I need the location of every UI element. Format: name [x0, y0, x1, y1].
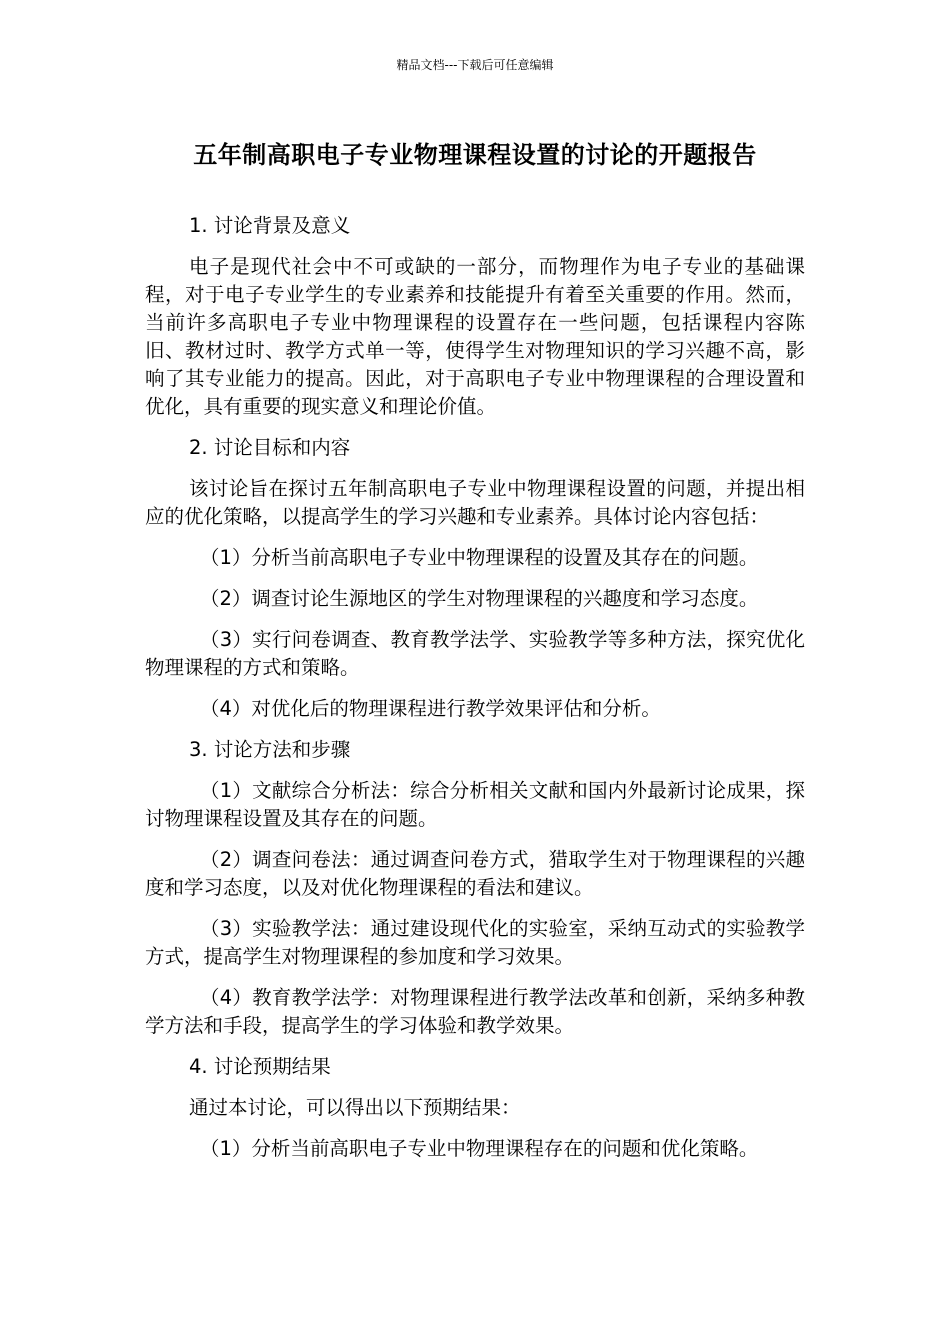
list-item: （1）文献综合分析法：综合分析相关文献和国内外最新讨论成果，探讨物理课程设置及其存在的问题。 [145, 779, 805, 830]
paragraph: 该讨论旨在探讨五年制高职电子专业中物理课程设置的问题，并提出相应的优化策略，以提高学生的学习兴趣和专业素养。具体讨论内容包括： [145, 477, 805, 528]
section-heading: 3. 讨论方法和步骤 [189, 738, 351, 761]
document-body [145, 212, 805, 1176]
list-item: （4）对优化后的物理课程进行教学效果评估和分析。 [200, 697, 661, 720]
list-item: （1）分析当前高职电子专业中物理课程存在的问题和优化策略。 [200, 1137, 759, 1160]
list-item: （2）调查问卷法：通过调查问卷方式，猎取学生对于物理课程的兴趣度和学习态度，以及对优化物理课程的看法和建议。 [145, 848, 805, 899]
list-item: （3）实验教学法：通过建设现代化的实验室，采纳互动式的实验教学方式，提高学生对物理课程的参加度和学习效果。 [145, 917, 805, 968]
list-item: （2）调查讨论生源地区的学生对物理课程的兴趣度和学习态度。 [200, 587, 759, 610]
paragraph: 通过本讨论，可以得出以下预期结果： [189, 1096, 521, 1119]
section-heading: 4. 讨论预期结果 [189, 1055, 331, 1078]
section-heading: 1. 讨论背景及意义 [189, 214, 351, 237]
list-item: （1）分析当前高职电子专业中物理课程的设置及其存在的问题。 [200, 546, 759, 569]
list-item: （4）教育教学法学：对物理课程进行教学法改革和创新，采纳多种教学方法和手段，提高学生的学习体验和教学效果。 [145, 986, 805, 1037]
section-heading: 2. 讨论目标和内容 [189, 436, 351, 459]
paragraph: 电子是现代社会中不可或缺的一部分，而物理作为电子专业的基础课程，对于电子专业学生的专业素养和技能提升有着至关重要的作用。然而，当前许多高职电子专业中物理课程的设置存在一些问题，包括课程内容陈旧、教材过时、教学方式单一等，使得学生对物理知识的学习兴趣不高，影响了其专业能力的提高。因此，对于高职电子专业中物理课程的合理设置和优化，具有重要的现实意义和理论价值。 [145, 255, 805, 418]
document-title: 五年制高职电子专业物理课程设置的讨论的开题报告 [193, 141, 757, 169]
list-item: （3）实行问卷调查、教育教学法学、实验教学等多种方法，探究优化物理课程的方式和策略。 [145, 628, 805, 679]
page-header: 精品文档---下载后可任意编辑 [396, 58, 554, 72]
